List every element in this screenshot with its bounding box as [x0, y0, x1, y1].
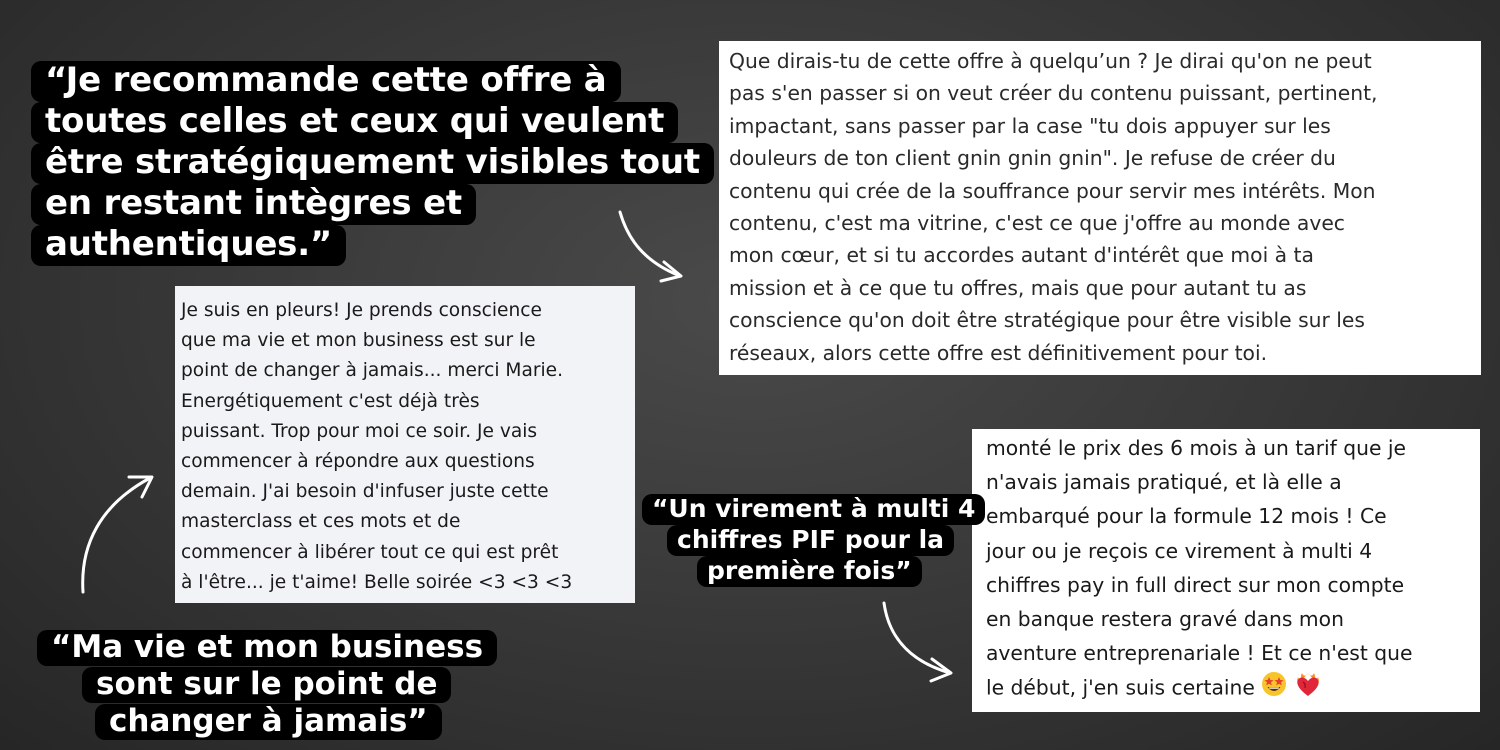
- arrow-to-right-testimonial-icon: [884, 603, 951, 681]
- testimonial-top-line: douleurs de ton client gnin gnin gnin". Je refuse de créer du: [729, 146, 1336, 171]
- testimonial-middle-line: Energétiquement c'est déjà très: [181, 390, 480, 412]
- quote-1-line-1: “Je recommande cette offre à: [31, 61, 621, 102]
- quote-2-line-1: “Ma vie et mon business: [37, 630, 497, 666]
- testimonial-middle-line: Je suis en pleurs! Je prends conscience: [181, 300, 542, 321]
- testimonial-right-line: en banque restera gravé dans mon: [986, 607, 1344, 632]
- testimonial-right-line: chiffres pay in full direct sur mon compte: [986, 572, 1405, 597]
- testimonial-top-line: contenu qui crée de la souffrance pour servir mes intérêts. Mon: [729, 178, 1376, 203]
- testimonial-right-line: jour ou je reçois ce virement à multi 4: [986, 538, 1373, 563]
- testimonial-right-line: monté le prix des 6 mois à un tarif que je: [986, 436, 1407, 460]
- testimonial-top-line: contenu, c'est ma vitrine, c'est ce que j'offre au monde avec: [729, 211, 1345, 236]
- quote-1-line-3: être stratégiquement visibles tout: [31, 143, 714, 184]
- quote-1-line-5: authentiques.”: [31, 225, 346, 266]
- testimonial-middle-line: point de changer à jamais... merci Marie.: [181, 360, 564, 382]
- quote-3-line-1: “Un virement à multi 4: [642, 494, 985, 525]
- quote-1-line-4: en restant intègres et: [31, 184, 476, 225]
- testimonial-top-line: pas s'en passer si on veut créer du contenu puissant, pertinent,: [729, 81, 1378, 106]
- testimonial-middle-line: commencer à libérer tout ce qui est prêt: [181, 541, 559, 563]
- arrow-to-middle-testimonial-icon: [83, 477, 152, 592]
- testimonial-top-line: réseaux, alors cette offre est définitivement pour toi.: [729, 340, 1268, 365]
- testimonial-middle-line: commencer à répondre aux questions: [181, 451, 535, 473]
- quote-1-line-2: toutes celles et ceux qui veulent: [31, 102, 678, 143]
- testimonial-top-line: conscience qu'on doit être stratégique pour être visible sur les: [729, 308, 1365, 333]
- testimonial-right-line: n'avais jamais pratiqué, et là elle a: [986, 470, 1342, 495]
- testimonial-top-line: mission et à ce que tu offres, mais que pour autant tu as: [729, 275, 1307, 300]
- quote-2-line-3: changer à jamais”: [95, 704, 442, 740]
- testimonial-middle-line: à l'être... je t'aime! Belle soirée <3 <3 <3: [181, 571, 573, 593]
- testimonial-middle-line: que ma vie et mon business est sur le: [181, 330, 536, 352]
- testimonial-top-line: impactant, sans passer par la case "tu dois appuyer sur les: [729, 113, 1331, 138]
- testimonial-middle-line: masterclass et ces mots et de: [181, 511, 461, 533]
- arrow-to-top-testimonial-icon: [620, 212, 681, 281]
- testimonial-right-line: aventure entreprenariale ! Et ce n'est que: [986, 641, 1413, 666]
- testimonial-right-line: le début, j'en suis certaine: [986, 676, 1255, 701]
- testimonial-top-line: mon cœur, et si tu accordes autant d'intérêt que moi à ta: [729, 243, 1314, 268]
- testimonial-middle-line: puissant. Trop pour moi ce soir. Je vais: [181, 420, 538, 442]
- testimonial-right-line: embarqué pour la formule 12 mois ! Ce: [986, 504, 1387, 529]
- testimonial-middle-line: demain. J'ai besoin d'infuser juste cette: [181, 481, 549, 503]
- quote-3-line-2: chiffres PIF pour la: [667, 525, 954, 556]
- quote-2-line-2: sont sur le point de: [82, 667, 451, 703]
- testimonial-top-line: Que dirais-tu de cette offre à quelqu’un ? Je dirai qu'on ne peut: [729, 49, 1372, 73]
- quote-3-line-3: première fois”: [697, 556, 922, 587]
